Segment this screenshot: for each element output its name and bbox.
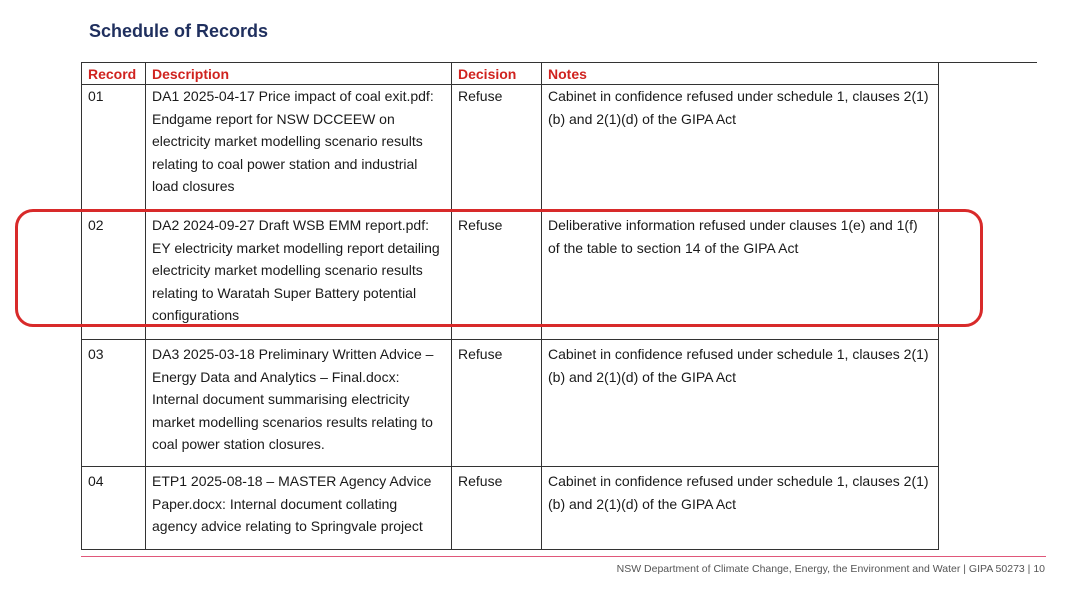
table-row [82,85,939,211]
record-description: DA1 2025-04-17 Price impact of coal exit.pdf: Endgame report for NSW DCCEEW on electricity market modelling scenario results relating to coal power station and industrial load closures [146,85,452,211]
top-divider [937,62,1037,63]
record-number: 04 [82,467,146,550]
table-row [82,467,939,550]
table-row-highlighted [82,211,939,340]
record-description: DA2 2024-09-27 Draft WSB EMM report.pdf: EY electricity market modelling report detailing electricity market modelling scenario results relating to Waratah Super Battery potential configurations [146,211,452,340]
record-decision: Refuse [452,85,542,211]
record-number: 02 [82,211,146,340]
record-decision: Refuse [452,340,542,467]
record-notes: Cabinet in confidence refused under schedule 1, clauses 2(1)(b) and 2(1)(d) of the GIPA Act [542,340,939,467]
table-header-row [82,63,939,85]
record-decision: Refuse [452,467,542,550]
records-table [81,62,939,550]
header-decision: Decision [452,63,542,85]
page-title: Schedule of Records [89,21,269,41]
record-notes: Deliberative information refused under clauses 1(e) and 1(f) of the table to section 14 of the GIPA Act [542,211,939,340]
record-description: DA3 2025-03-18 Preliminary Written Advice – Energy Data and Analytics – Final.docx: Internal document summarising electricity market modelling scenarios results relating to coal power station closures. [146,340,452,467]
record-number: 01 [82,85,146,211]
record-notes: Cabinet in confidence refused under schedule 1, clauses 2(1)(b) and 2(1)(d) of the GIPA Act [542,85,939,211]
footer-divider [81,556,1046,557]
record-notes: Cabinet in confidence refused under schedule 1, clauses 2(1)(b) and 2(1)(d) of the GIPA Act [542,467,939,550]
table-row [82,340,939,467]
record-decision: Refuse [452,211,542,340]
header-description: Description [146,63,452,85]
footer-text: NSW Department of Climate Change, Energy, the Environment and Water | GIPA 50273 | 10 [616,563,1045,575]
record-number: 03 [82,340,146,467]
header-notes: Notes [542,63,939,85]
header-record: Record [82,63,146,85]
record-description: ETP1 2025-08-18 – MASTER Agency Advice Paper.docx: Internal document collating agency advice relating to Springvale project [146,467,452,550]
